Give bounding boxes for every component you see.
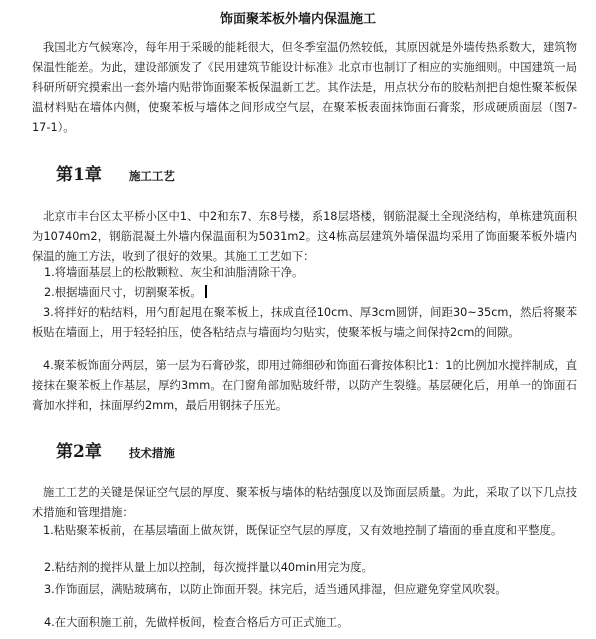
chapter-1-step-1: 1.将墙面基层上的松散颗粒、灰尘和油脂清除干净。 (44, 266, 304, 279)
chapter-2-step-3: 3.作饰面层，满贴玻璃布，以防止饰面开裂。抹完后，适当通风排湿，但应避免穿堂风吹裂。 (44, 583, 507, 596)
chapter-1-number: 第1章 (56, 165, 102, 185)
chapter-1-step-4: 4.聚苯板饰面分两层，第一层为石膏砂浆，即用过筛细砂和饰面石膏按体积比1：1的比例加水搅拌制成，直接抹在聚苯板上作基层，厚约3mm。在门窗角部加贴玻纤带，以防产生裂缝。基层硬化后，用单一的饰面石膏加水拌和，抹面厚约2mm，最后用钢抹子压光。 (32, 359, 577, 412)
intro-paragraph: 我国北方气候寒冷，每年用于采暖的能耗很大，但冬季室温仍然较低，其原因就是外墙传热系数大，建筑物保温性能差。为此，建设部颁发了《民用建筑节能设计标准》北京市也制订了相应的实施细则。中国建筑一局科研所研究摸索出一套外墙内贴带饰面聚苯板保温新工艺。其作法是，用点状分布的胶粘剂把自熄性聚苯板保温材料贴在墙体内侧，使聚苯板与墙体之间形成空气层，在聚苯板表面抹饰面石膏浆，形成硬质面层（图7-17-1）。 (32, 41, 577, 134)
chapter-2-step-2: 2.粘结剂的搅拌从量上加以控制，每次搅拌量以40min用完为度。 (44, 561, 373, 574)
chapter-1-step-2-text: 2.根据墙面尺寸，切割聚苯板。 (44, 286, 202, 299)
document-title: 饰面聚苯板外墙内保温施工 (219, 12, 376, 27)
chapter-2-heading (56, 437, 175, 462)
chapter-1-heading (56, 160, 175, 185)
chapter-2-step-1: 1.粘贴聚苯板前，在基层墙面上做灰饼，既保证空气层的厚度，又有效地控制了墙面的垂直度和平整度。 (43, 524, 563, 537)
chapter-2-number: 第2章 (56, 442, 102, 462)
chapter-1-name: 施工工艺 (128, 169, 175, 183)
chapter-1-paragraph: 北京市丰台区太平桥小区中1、中2和东7、东8号楼，系18层塔楼，钢筋混凝土全现浇结构，单栋建筑面积为10740m2，钢筋混凝土外墙内保温面积为5031m2。这4栋高层建筑外墙保温均采用了饰面聚苯板外墙内保温的施工方法，收到了很好的效果。其施工工艺如下： (32, 210, 577, 263)
chapter-1-step-2 (44, 283, 207, 303)
text-cursor (205, 285, 207, 298)
chapter-2-step-4: 4.在大面积施工前，先做样板间，检查合格后方可正式施工。 (44, 616, 349, 629)
chapter-2-name: 技术措施 (128, 446, 175, 460)
chapter-1-step-3: 3.将拌好的粘结料，用勺酊起甩在聚苯板上，抹成直径10cm、厚3cm圆饼，间距30~35cm，然后将聚苯板贴在墙面上，用于轻轻拍压，使各粘结点与墙面均匀贴实，使聚苯板与墙之间保持2cm的间隙。 (32, 306, 577, 339)
chapter-2-paragraph: 施工工艺的关键是保证空气层的厚度、聚苯板与墙体的粘结强度以及饰面层质量。为此，采取了以下几点技术措施和管理措施： (32, 486, 577, 519)
